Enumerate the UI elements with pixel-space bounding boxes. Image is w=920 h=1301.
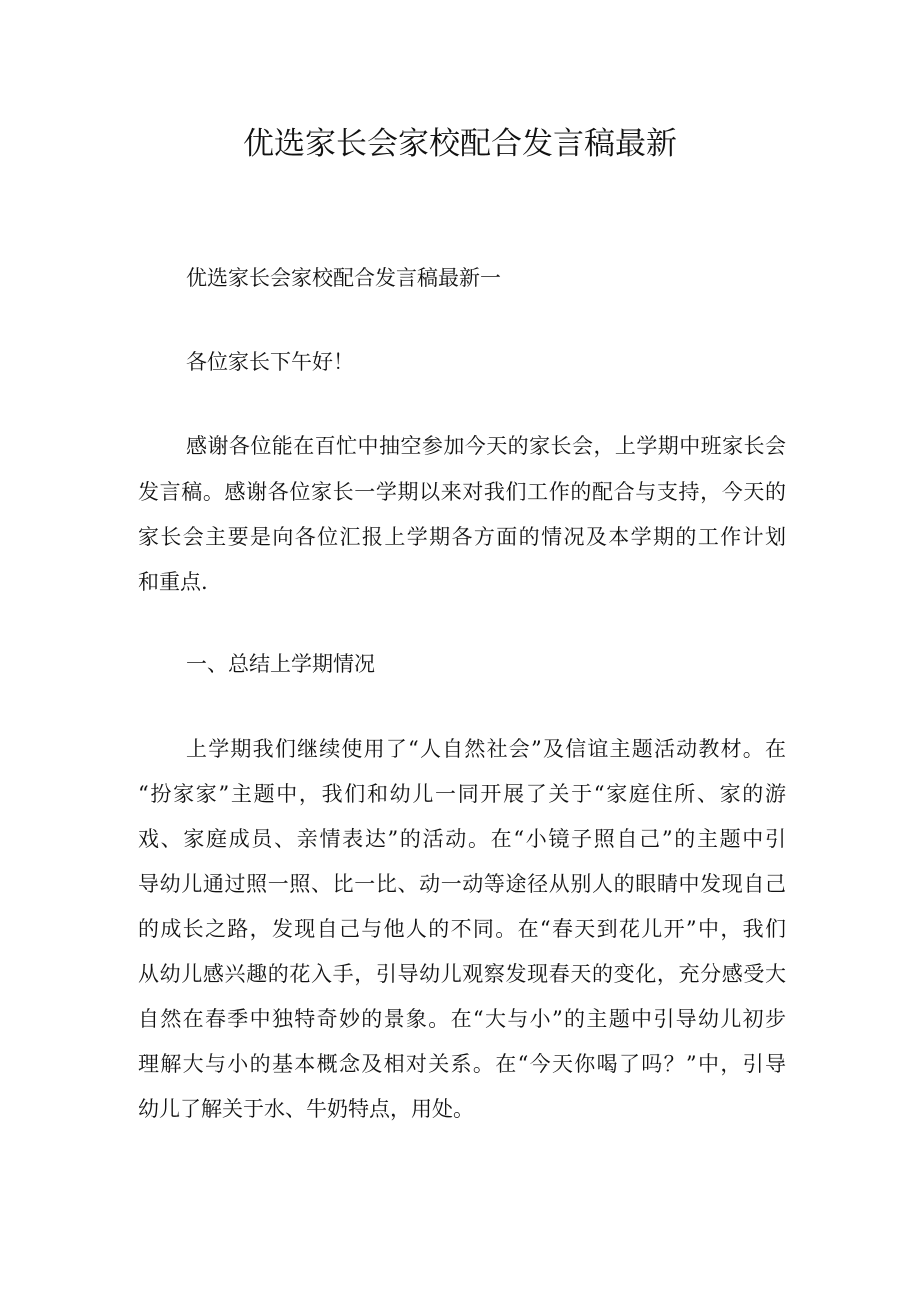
section-heading-one: 优选家长会家校配合发言稿最新一 — [186, 266, 501, 290]
paragraph-line: 和重点. — [138, 570, 208, 594]
paragraph-line: 幼儿了解关于水、牛奶特点，用处。 — [138, 1097, 474, 1121]
paragraph-line: 自然在春季中独特奇妙的景象。在“大与小”的主题中引导幼儿初步 — [138, 1007, 786, 1031]
paragraph-line: 感谢各位能在百忙中抽空参加今天的家长会，上学期中班家长会 — [186, 434, 786, 458]
paragraph-line: “扮家家”主题中，我们和幼儿一同开展了关于“家庭住所、家的游 — [138, 782, 786, 806]
paragraph-line: 上学期我们继续使用了“人自然社会”及信谊主题活动教材。在 — [186, 737, 786, 761]
document-title: 优选家长会家校配合发言稿最新 — [243, 126, 677, 162]
paragraph-line: 的成长之路，发现自己与他人的不同。在“春天到花儿开”中，我们 — [138, 917, 786, 941]
paragraph-line: 戏、家庭成员、亲情表达”的活动。在“小镜子照自己”的主题中引 — [138, 827, 786, 851]
section-heading-summary: 一、总结上学期情况 — [186, 652, 375, 676]
greeting-line: 各位家长下午好！ — [186, 350, 354, 374]
paragraph-line: 发言稿。感谢各位家长一学期以来对我们工作的配合与支持，今天的 — [138, 480, 786, 504]
paragraph-line: 理解大与小的基本概念及相对关系。在“今天你喝了吗？”中，引导 — [138, 1052, 786, 1076]
paragraph-line: 从幼儿感兴趣的花入手，引导幼儿观察发现春天的变化，充分感受大 — [138, 962, 786, 986]
paragraph-line: 导幼儿通过照一照、比一比、动一动等途径从别人的眼睛中发现自己 — [138, 872, 786, 896]
paragraph-line: 家长会主要是向各位汇报上学期各方面的情况及本学期的工作计划 — [138, 525, 786, 549]
